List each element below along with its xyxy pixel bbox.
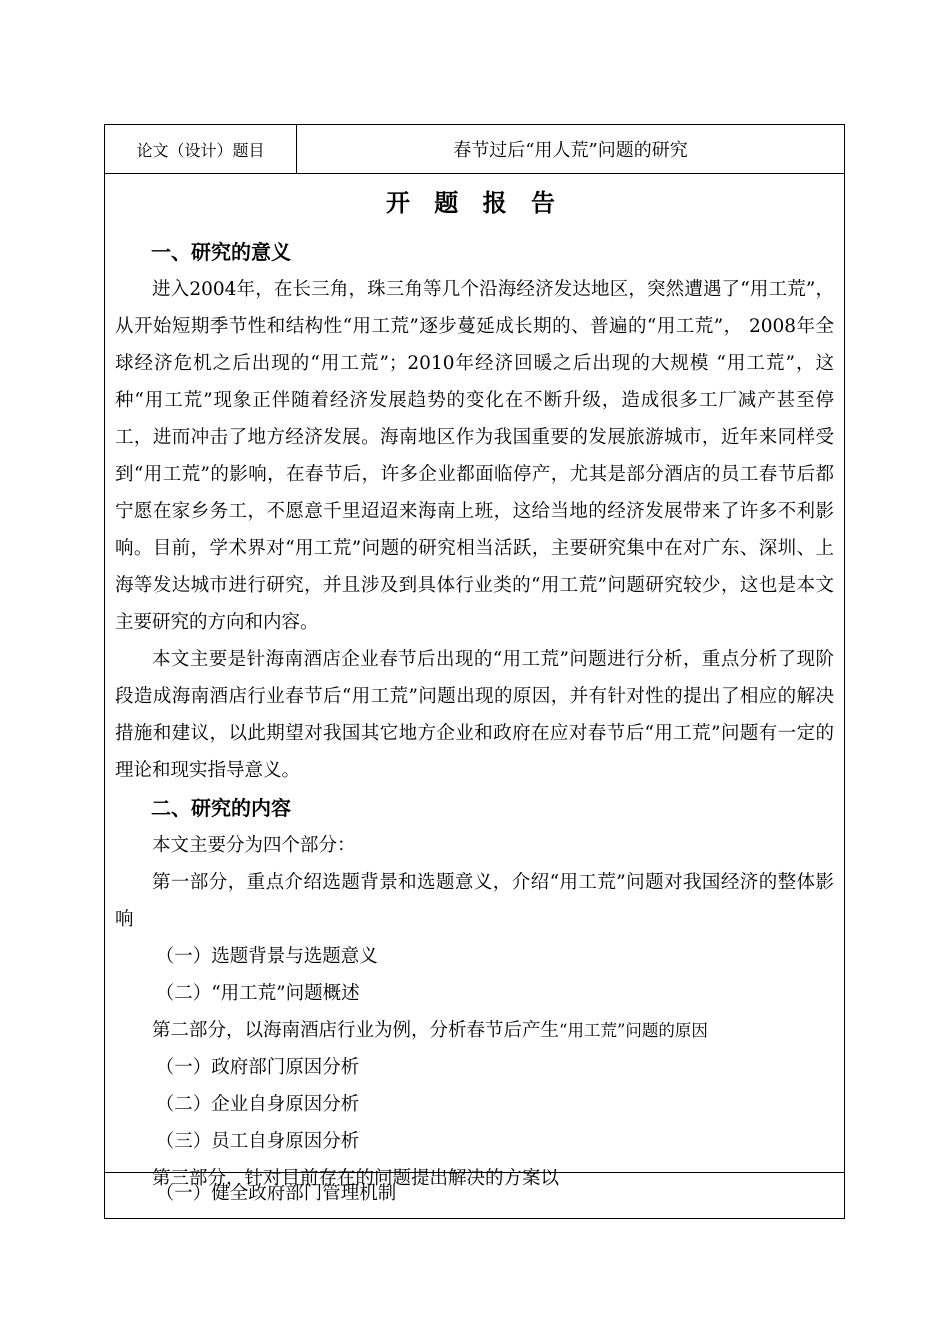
paragraph-text-small: “用工荒”问题的原因	[559, 1021, 708, 1040]
paragraph-text: 第二部分，以海南酒店行业为例，分析春节后产生	[152, 1020, 560, 1041]
list-item: （一）政府部门原因分析	[155, 1057, 360, 1078]
paragraph: 第三部分，针对目前存在的问题提出解决的方案以	[152, 1168, 560, 1189]
thesis-title-value: 春节过后“用人荒”问题的研究	[453, 140, 688, 161]
title-row	[105, 125, 844, 174]
row-divider	[105, 1172, 844, 1173]
list-item: （一）选题背景与选题意义	[155, 946, 378, 967]
paragraph: 本文主要是针海南酒店企业春节后出现的“用工荒”问题进行分析，重点分析了现阶段造成海南酒店行业春节后“用工荒”问题出现的原因，并有针对性的提出了相应的解决措施和建议，以此期望对我国其它地方企业和政府在应对春节后“用工荒”问题有一定的理论和现实指导意义。	[115, 649, 834, 781]
list-item: （一）健全政府部门管理机制	[155, 1183, 397, 1204]
list-item: （二）企业自身原因分析	[155, 1094, 360, 1115]
list-item: （二）“用工荒”问题概述	[155, 983, 360, 1004]
paragraph: 第一部分，重点介绍选题背景和选题意义，介绍“用工荒”问题对我国经济的整体影响	[115, 872, 834, 930]
report-title: 开 题 报 告	[385, 188, 564, 217]
section-heading-significance: 一、研究的意义	[151, 240, 291, 264]
paragraph: 进入2004年，在长三角，珠三角等几个沿海经济发达地区，突然遭遇了“用工荒”，从开始短期季节性和结构性“用工荒”逐步蔓延成长期的、普遍的“用工荒”， 2008年全球经济危机之后出现的“用工荒”；2010年经济回暖之后出现的大规模 “用工荒”，这种“用工荒”现象正伴随着经济发展趋势的变化在不断升级，造成很多工厂减产甚至停工，进而冲击了地方经济发展。海南地区作为我国重要的发展旅游城市，近年来同样受到“用工荒”的影响，在春节后，许多企业都面临停产，尤其是部分酒店的员工春节后都宁愿在家乡务工，不愿意千里迢迢来海南上班，这给当地的经济发展带来了许多不利影响。目前，学术界对“用工荒”问题的研究相当活跃，主要研究集中在对广东、深圳、上海等发达城市进行研究，并且涉及到具体行业类的“用工荒”问题研究较少，这也是本文主要研究的方向和内容。	[115, 279, 834, 633]
thesis-title-label: 论文（设计）题目	[105, 125, 297, 173]
list-item: （三）员工自身原因分析	[155, 1131, 360, 1152]
paragraph: 本文主要分为四个部分：	[152, 835, 356, 856]
proposal-table	[104, 124, 845, 1219]
section-heading-content: 二、研究的内容	[151, 796, 291, 820]
report-body	[115, 233, 834, 1197]
paragraph	[115, 1012, 834, 1049]
